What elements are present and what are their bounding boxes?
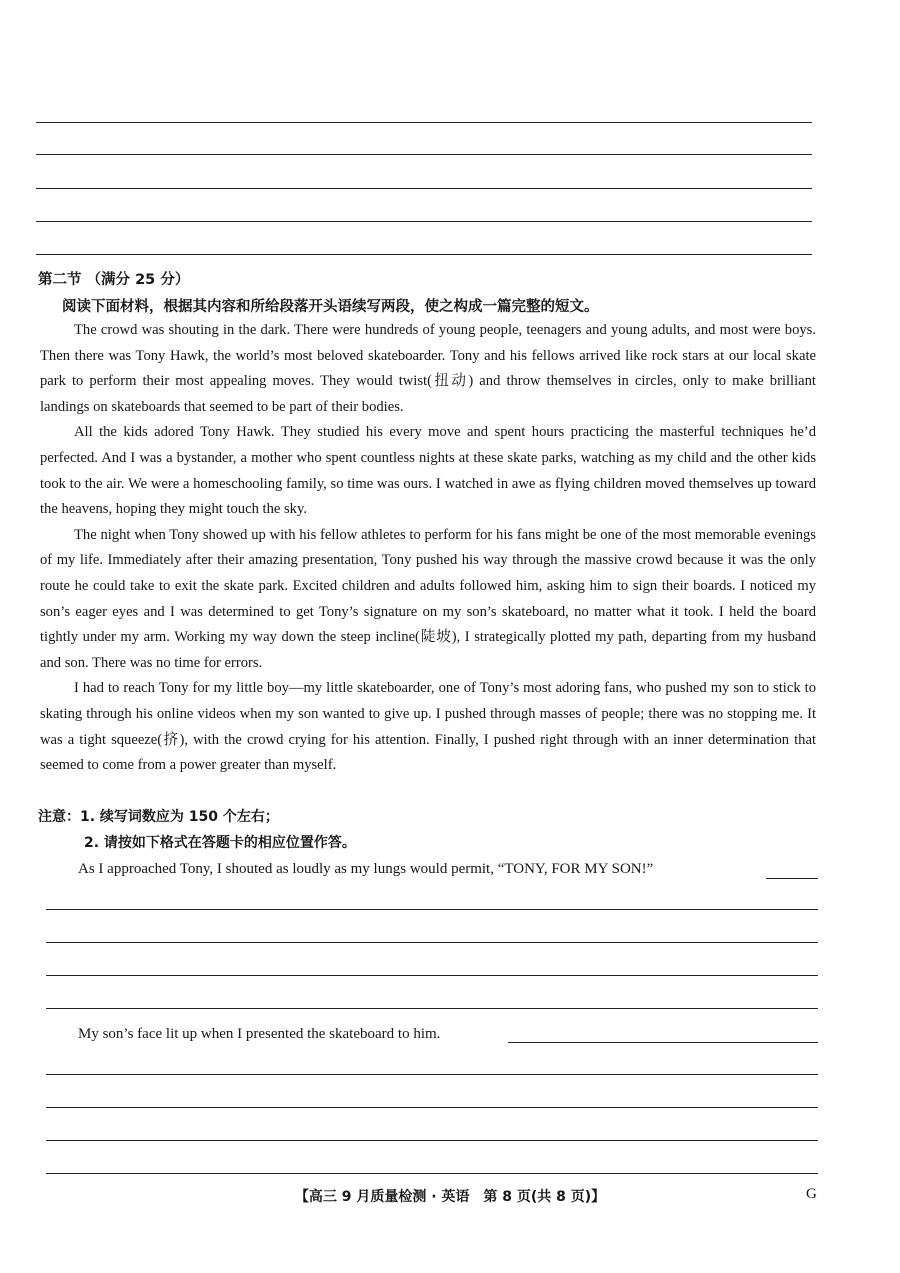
paper-version-mark: G — [806, 1186, 817, 1202]
answer-line — [46, 1140, 818, 1141]
answer-line — [46, 1074, 818, 1075]
answer-line — [46, 909, 818, 910]
answer-line — [36, 188, 812, 189]
answer-line — [46, 1008, 818, 1009]
passage-paragraph: I had to reach Tony for my little boy—my little skateboarder, one of Tony’s most adoring fans, who pushed my son to stick to skating through his online videos when my son wanted to give up. I pushed through masses of people; there was no stopping me. It was a tight squeeze(挤), with the crowd crying for his attention. Finally, I pushed right through with an inner determination that seemed to come from a power greater than myself. — [40, 680, 816, 774]
note-format: 2. 请按如下格式在答题卡的相应位置作答。 — [84, 835, 356, 851]
prompt-blank — [508, 1042, 818, 1043]
continuation-prompt-1: As I approached Tony, I shouted as loudly as my lungs would permit, “TONY, FOR MY SON!” — [78, 861, 654, 877]
answer-line — [36, 254, 812, 255]
page-footer: 【高三 9 月质量检测 · 英语 第 8 页(共 8 页)】 — [294, 1189, 606, 1205]
answer-line — [36, 221, 812, 222]
passage-paragraph: The night when Tony showed up with his fellow athletes to perform for his fans might be one of the most memorable evenings of my life. Immediately after their amazing presentation, Tony pushed his way through the massive crowd because it was the only route he could take to exit the skate park. Excited children and adults followed him, asking him to sign their boards. I noticed my son’s eager eyes and I was determined to get Tony’s signature on my son’s skateboard, no matter what it took. I held the board tightly under my arm. Working my way down the steep incline(陡坡), I strategically plotted my path, departing from my husband and son. There was no time for errors. — [40, 526, 816, 671]
reading-passage — [40, 318, 816, 779]
prompt-blank — [766, 878, 818, 879]
note-word-count: 注意：1. 续写词数应为 150 个左右； — [38, 809, 279, 825]
passage-paragraph: The crowd was shouting in the dark. There were hundreds of young people, teenagers and young adults, and most were boys. Then there was Tony Hawk, the world’s most beloved skateboarder. Tony and his fellows arrived like rock stars at our local skate park to perform their most appealing moves. They would twist(扭动) and throw themselves in circles, only to make brilliant landings on skateboards that seemed to be part of their bodies. — [40, 322, 816, 415]
passage-paragraph: All the kids adored Tony Hawk. They studied his every move and spent hours practicing the masterful techniques he’d perfected. And I was a bystander, a mother who spent countless nights at these skate parks, watching as my child and the other kids took to the air. We were a homeschooling family, so time was ours. I watched in awe as flying children moved themselves up toward the heavens, hoping they might touch the sky. — [40, 424, 816, 518]
answer-line — [46, 975, 818, 976]
answer-line — [46, 1173, 818, 1174]
answer-line — [36, 154, 812, 155]
answer-line — [46, 1107, 818, 1108]
section-heading: 第二节 （满分 25 分） — [38, 272, 190, 288]
continuation-prompt-2: My son’s face lit up when I presented the skateboard to him. — [78, 1026, 441, 1042]
answer-line — [46, 942, 818, 943]
section-instruction: 阅读下面材料，根据其内容和所给段落开头语续写两段，使之构成一篇完整的短文。 — [62, 299, 599, 315]
answer-line — [36, 122, 812, 123]
